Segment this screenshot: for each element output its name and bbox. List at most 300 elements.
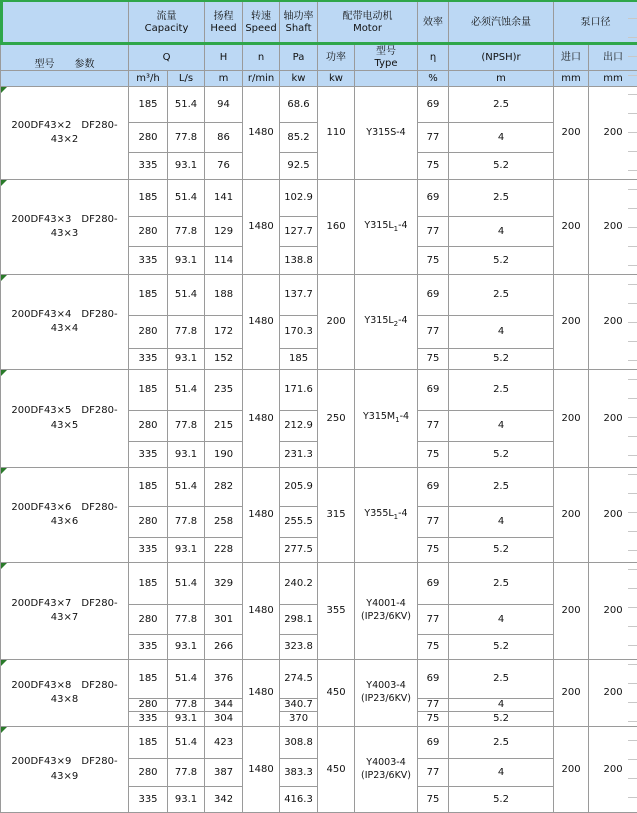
header-unit-eta: % bbox=[418, 71, 449, 87]
cell-flow-ls: 51.4 bbox=[168, 563, 205, 605]
selection-frame-left bbox=[0, 0, 3, 45]
cell-head: 190 bbox=[205, 442, 243, 468]
pump-model-primary: 200DF43×3 bbox=[11, 214, 71, 225]
cell-outlet: 200 bbox=[589, 87, 637, 180]
pump-model-alias-suffix: 43×9 bbox=[51, 771, 78, 782]
cell-efficiency: 77 bbox=[418, 759, 449, 787]
cell-shaft-power: 323.8 bbox=[280, 635, 318, 660]
gridline bbox=[628, 37, 637, 38]
cell-shaft-power: 416.3 bbox=[280, 787, 318, 813]
cell-npsh: 5.2 bbox=[449, 712, 554, 727]
cell-motor-type bbox=[355, 660, 418, 727]
cell-motor-type bbox=[355, 87, 418, 180]
pump-model-primary: 200DF43×2 bbox=[11, 120, 71, 131]
cell-npsh: 4 bbox=[449, 507, 554, 538]
cell-flow-ls: 93.1 bbox=[168, 635, 205, 660]
header-unit-q2: L/s bbox=[168, 71, 205, 87]
cell-npsh: 4 bbox=[449, 316, 554, 349]
cell-npsh: 4 bbox=[449, 411, 554, 442]
pump-model-primary: 200DF43×7 bbox=[11, 598, 71, 609]
cell-shaft-power: 298.1 bbox=[280, 605, 318, 635]
header-outlet: 出口 bbox=[589, 45, 637, 71]
cell-shaft-power: 138.8 bbox=[280, 247, 318, 275]
cell-npsh: 2.5 bbox=[449, 727, 554, 759]
cell-efficiency: 77 bbox=[418, 507, 449, 538]
cell-head: 129 bbox=[205, 217, 243, 247]
gridline bbox=[628, 702, 637, 703]
cell-motor-power: 450 bbox=[318, 660, 355, 727]
gridline bbox=[628, 113, 637, 114]
cell-flow-ls: 77.8 bbox=[168, 217, 205, 247]
cell-flow-ls: 51.4 bbox=[168, 727, 205, 759]
cell-efficiency: 77 bbox=[418, 605, 449, 635]
cell-flow-m3h: 335 bbox=[129, 538, 168, 563]
pump-model-alias-suffix: 43×2 bbox=[51, 134, 78, 145]
pump-model bbox=[1, 180, 129, 275]
cell-shaft-power: 92.5 bbox=[280, 153, 318, 180]
motor-type-rating: (IP23/6KV) bbox=[361, 693, 411, 704]
gridline bbox=[628, 246, 637, 247]
cell-flow-m3h: 185 bbox=[129, 275, 168, 316]
gridline bbox=[628, 189, 637, 190]
gridline bbox=[628, 436, 637, 437]
gridline bbox=[628, 474, 637, 475]
gridline bbox=[628, 360, 637, 361]
header-motor-cn: 配带电动机 bbox=[318, 11, 417, 23]
motor-type-suffix: -4 bbox=[400, 411, 409, 422]
cell-shaft-power: 255.5 bbox=[280, 507, 318, 538]
motor-type-rating: (IP23/6KV) bbox=[361, 611, 411, 622]
header-shaft-cn: 轴功率 bbox=[280, 11, 317, 23]
cell-head: 376 bbox=[205, 660, 243, 699]
cell-efficiency: 77 bbox=[418, 411, 449, 442]
cell-speed: 1480 bbox=[243, 370, 280, 468]
header-motor-en: Motor bbox=[318, 23, 417, 35]
cell-inlet: 200 bbox=[554, 727, 589, 813]
pump-model bbox=[1, 275, 129, 370]
cell-npsh: 5.2 bbox=[449, 635, 554, 660]
cell-shaft-power: 340.7 bbox=[280, 699, 318, 712]
cell-motor-power: 450 bbox=[318, 727, 355, 813]
cell-inlet: 200 bbox=[554, 468, 589, 563]
cell-motor-type bbox=[355, 563, 418, 660]
cell-flow-ls: 77.8 bbox=[168, 605, 205, 635]
pump-model bbox=[1, 563, 129, 660]
cell-npsh: 2.5 bbox=[449, 87, 554, 123]
cell-flow-m3h: 280 bbox=[129, 316, 168, 349]
cell-outlet: 200 bbox=[589, 727, 637, 813]
cell-inlet: 200 bbox=[554, 563, 589, 660]
header-unit-out: mm bbox=[589, 71, 637, 87]
gridline bbox=[628, 170, 637, 171]
cell-flow-ls: 51.4 bbox=[168, 87, 205, 123]
cell-head: 304 bbox=[205, 712, 243, 727]
pump-model-primary: 200DF43×9 bbox=[11, 756, 71, 767]
cell-flow-m3h: 280 bbox=[129, 699, 168, 712]
cell-shaft-power: 277.5 bbox=[280, 538, 318, 563]
header-symbol-eta: η bbox=[418, 45, 449, 71]
header-head-en: Heed bbox=[205, 23, 242, 35]
cell-flow-m3h: 185 bbox=[129, 660, 168, 699]
motor-type-main: Y4003-4 bbox=[366, 680, 405, 691]
cell-head: 172 bbox=[205, 316, 243, 349]
cell-flow-m3h: 185 bbox=[129, 727, 168, 759]
cell-head: 76 bbox=[205, 153, 243, 180]
gridline bbox=[628, 208, 637, 209]
cell-motor-power: 250 bbox=[318, 370, 355, 468]
cell-inlet: 200 bbox=[554, 180, 589, 275]
pump-model-alias-suffix: 43×3 bbox=[51, 228, 78, 239]
gridline bbox=[628, 265, 637, 266]
cell-shaft-power: 127.7 bbox=[280, 217, 318, 247]
gridline bbox=[628, 588, 637, 589]
cell-shaft-power: 205.9 bbox=[280, 468, 318, 507]
gridline bbox=[628, 569, 637, 570]
cell-speed: 1480 bbox=[243, 660, 280, 727]
table-row bbox=[1, 727, 637, 759]
header-speed-cn: 转速 bbox=[243, 11, 279, 23]
gridline bbox=[628, 626, 637, 627]
header-symbol-pa: Pa bbox=[280, 45, 318, 71]
cell-shaft-power: 274.5 bbox=[280, 660, 318, 699]
header-npsh-cn: 必须汽蚀余量 bbox=[471, 17, 531, 28]
motor-type-main: Y4003-4 bbox=[366, 757, 405, 768]
cell-efficiency: 75 bbox=[418, 538, 449, 563]
header-capacity-cn: 流量 bbox=[129, 11, 204, 23]
pump-model-alias: DF280- bbox=[81, 405, 117, 416]
cell-flow-ls: 51.4 bbox=[168, 660, 205, 699]
cell-flow-ls: 77.8 bbox=[168, 759, 205, 787]
cell-head: 423 bbox=[205, 727, 243, 759]
header-motor-type bbox=[355, 45, 418, 71]
cell-outlet: 200 bbox=[589, 370, 637, 468]
cell-flow-m3h: 185 bbox=[129, 180, 168, 217]
header-unit-type-blank bbox=[355, 71, 418, 87]
header-param-model bbox=[1, 1, 129, 71]
cell-inlet: 200 bbox=[554, 660, 589, 727]
cell-head: 86 bbox=[205, 123, 243, 153]
header-inlet: 进口 bbox=[554, 45, 589, 71]
cell-flow-ls: 93.1 bbox=[168, 787, 205, 813]
pump-model-alias-suffix: 43×5 bbox=[51, 420, 78, 431]
cell-head: 235 bbox=[205, 370, 243, 411]
pump-model bbox=[1, 660, 129, 727]
cell-shaft-power: 102.9 bbox=[280, 180, 318, 217]
cell-flow-m3h: 335 bbox=[129, 153, 168, 180]
cell-head: 94 bbox=[205, 87, 243, 123]
cell-shaft-power: 68.6 bbox=[280, 87, 318, 123]
cell-flow-ls: 93.1 bbox=[168, 712, 205, 727]
cell-efficiency: 77 bbox=[418, 123, 449, 153]
gridline bbox=[628, 151, 637, 152]
motor-type-suffix: -4 bbox=[398, 315, 407, 326]
header-unit-pa: kw bbox=[280, 71, 318, 87]
cell-motor-type bbox=[355, 275, 418, 370]
table-row bbox=[1, 563, 637, 605]
gridline bbox=[628, 303, 637, 304]
motor-type-main: Y315L bbox=[364, 220, 393, 231]
cell-efficiency: 69 bbox=[418, 468, 449, 507]
cell-motor-type bbox=[355, 727, 418, 813]
cell-npsh: 2.5 bbox=[449, 660, 554, 699]
motor-type-rating: (IP23/6KV) bbox=[361, 770, 411, 781]
header-capacity bbox=[129, 1, 205, 45]
cell-npsh: 5.2 bbox=[449, 442, 554, 468]
cell-efficiency: 77 bbox=[418, 699, 449, 712]
gridline bbox=[628, 759, 637, 760]
cell-flow-m3h: 185 bbox=[129, 563, 168, 605]
cell-outlet: 200 bbox=[589, 180, 637, 275]
header-speed-en: Speed bbox=[243, 23, 279, 35]
gridline bbox=[628, 75, 637, 76]
cell-efficiency: 75 bbox=[418, 787, 449, 813]
cell-head: 329 bbox=[205, 563, 243, 605]
cell-shaft-power: 231.3 bbox=[280, 442, 318, 468]
motor-type-subscript: 2 bbox=[394, 320, 398, 328]
pump-model-alias-suffix: 43×6 bbox=[51, 516, 78, 527]
selection-frame-bottom bbox=[0, 42, 637, 45]
cell-efficiency: 77 bbox=[418, 316, 449, 349]
cell-efficiency: 75 bbox=[418, 442, 449, 468]
header-diameter bbox=[554, 1, 637, 45]
cell-npsh: 5.2 bbox=[449, 787, 554, 813]
cell-motor-type bbox=[355, 370, 418, 468]
gridline bbox=[628, 740, 637, 741]
cell-efficiency: 69 bbox=[418, 727, 449, 759]
cell-flow-m3h: 335 bbox=[129, 635, 168, 660]
cell-npsh: 4 bbox=[449, 699, 554, 712]
motor-type-subscript: 1 bbox=[394, 513, 398, 521]
header-capacity-en: Capacity bbox=[129, 23, 204, 35]
cell-head: 258 bbox=[205, 507, 243, 538]
header-efficiency bbox=[418, 1, 449, 45]
pump-model-primary: 200DF43×6 bbox=[11, 502, 71, 513]
cell-head: 228 bbox=[205, 538, 243, 563]
header-unit-q1: m³/h bbox=[129, 71, 168, 87]
motor-type-main: Y4001-4 bbox=[366, 598, 405, 609]
cell-flow-m3h: 185 bbox=[129, 468, 168, 507]
cell-motor-power: 160 bbox=[318, 180, 355, 275]
header-head bbox=[205, 1, 243, 45]
cell-head: 141 bbox=[205, 180, 243, 217]
cell-flow-ls: 77.8 bbox=[168, 411, 205, 442]
pump-model-alias-suffix: 43×4 bbox=[51, 323, 78, 334]
header-unit-n: r/min bbox=[243, 71, 280, 87]
cell-head: 215 bbox=[205, 411, 243, 442]
cell-npsh: 2.5 bbox=[449, 370, 554, 411]
gridline bbox=[628, 512, 637, 513]
motor-type-main: Y355L bbox=[364, 508, 393, 519]
cell-speed: 1480 bbox=[243, 727, 280, 813]
cell-outlet: 200 bbox=[589, 660, 637, 727]
header-shaft bbox=[280, 1, 318, 45]
pump-model bbox=[1, 468, 129, 563]
gridline bbox=[628, 379, 637, 380]
cell-motor-power: 200 bbox=[318, 275, 355, 370]
pump-model-primary: 200DF43×8 bbox=[11, 680, 71, 691]
cell-motor-power: 315 bbox=[318, 468, 355, 563]
cell-flow-ls: 93.1 bbox=[168, 442, 205, 468]
cell-outlet: 200 bbox=[589, 563, 637, 660]
cell-flow-m3h: 335 bbox=[129, 787, 168, 813]
pump-model-alias: DF280- bbox=[81, 120, 117, 131]
pump-model-alias: DF280- bbox=[81, 214, 117, 225]
cell-shaft-power: 185 bbox=[280, 349, 318, 370]
cell-flow-ls: 93.1 bbox=[168, 538, 205, 563]
cell-speed: 1480 bbox=[243, 275, 280, 370]
cell-shaft-power: 212.9 bbox=[280, 411, 318, 442]
pump-model-alias: DF280- bbox=[81, 756, 117, 767]
cell-flow-ls: 77.8 bbox=[168, 507, 205, 538]
motor-type-main: Y315M bbox=[363, 411, 395, 422]
cell-flow-ls: 51.4 bbox=[168, 275, 205, 316]
cell-flow-m3h: 280 bbox=[129, 605, 168, 635]
header-symbol-h: H bbox=[205, 45, 243, 71]
cell-inlet: 200 bbox=[554, 87, 589, 180]
gridline bbox=[628, 778, 637, 779]
cell-head: 114 bbox=[205, 247, 243, 275]
cell-shaft-power: 308.8 bbox=[280, 727, 318, 759]
gridline bbox=[628, 322, 637, 323]
cell-shaft-power: 85.2 bbox=[280, 123, 318, 153]
cell-head: 301 bbox=[205, 605, 243, 635]
cell-flow-m3h: 280 bbox=[129, 411, 168, 442]
header-model-label: 型号 bbox=[35, 59, 55, 70]
cell-shaft-power: 171.6 bbox=[280, 370, 318, 411]
cell-shaft-power: 137.7 bbox=[280, 275, 318, 316]
pump-model-alias-suffix: 43×7 bbox=[51, 612, 78, 623]
gridline bbox=[628, 56, 637, 57]
cell-shaft-power: 370 bbox=[280, 712, 318, 727]
cell-efficiency: 75 bbox=[418, 349, 449, 370]
gridline bbox=[628, 455, 637, 456]
cell-flow-ls: 51.4 bbox=[168, 370, 205, 411]
cell-efficiency: 75 bbox=[418, 712, 449, 727]
cell-npsh: 5.2 bbox=[449, 349, 554, 370]
adjacent-sheet-gridlines bbox=[628, 0, 637, 802]
table-row bbox=[1, 87, 637, 123]
gridline bbox=[628, 797, 637, 798]
cell-efficiency: 75 bbox=[418, 153, 449, 180]
header-symbol-q: Q bbox=[129, 45, 205, 71]
cell-flow-m3h: 280 bbox=[129, 507, 168, 538]
pump-model-primary: 200DF43×5 bbox=[11, 405, 71, 416]
motor-type-suffix: -4 bbox=[398, 220, 407, 231]
header-npsh bbox=[449, 1, 554, 45]
header-unit-h: m bbox=[205, 71, 243, 87]
table-row bbox=[1, 180, 637, 217]
pump-model-alias: DF280- bbox=[81, 598, 117, 609]
cell-head: 152 bbox=[205, 349, 243, 370]
cell-outlet: 200 bbox=[589, 275, 637, 370]
cell-efficiency: 75 bbox=[418, 247, 449, 275]
cell-efficiency: 69 bbox=[418, 563, 449, 605]
cell-npsh: 2.5 bbox=[449, 563, 554, 605]
cell-speed: 1480 bbox=[243, 468, 280, 563]
cell-flow-m3h: 185 bbox=[129, 370, 168, 411]
cell-flow-m3h: 335 bbox=[129, 442, 168, 468]
cell-npsh: 2.5 bbox=[449, 180, 554, 217]
cell-npsh: 4 bbox=[449, 123, 554, 153]
gridline bbox=[628, 94, 637, 95]
cell-npsh: 5.2 bbox=[449, 153, 554, 180]
gridline bbox=[628, 227, 637, 228]
gridline bbox=[628, 607, 637, 608]
selection-frame-top bbox=[0, 0, 637, 2]
motor-type-suffix: -4 bbox=[398, 508, 407, 519]
header-eff-cn: 效率 bbox=[423, 17, 443, 28]
cell-npsh: 4 bbox=[449, 759, 554, 787]
header-unit-power: kw bbox=[318, 71, 355, 87]
gridline bbox=[628, 398, 637, 399]
cell-shaft-power: 240.2 bbox=[280, 563, 318, 605]
header-param-label: 参数 bbox=[75, 59, 95, 70]
cell-flow-m3h: 185 bbox=[129, 87, 168, 123]
table-row bbox=[1, 275, 637, 316]
cell-speed: 1480 bbox=[243, 563, 280, 660]
pump-model-primary: 200DF43×4 bbox=[11, 309, 71, 320]
motor-type-subscript: 1 bbox=[395, 416, 399, 424]
motor-type-main: Y315S-4 bbox=[366, 127, 405, 138]
pump-model-alias: DF280- bbox=[81, 309, 117, 320]
gridline bbox=[628, 531, 637, 532]
cell-flow-ls: 77.8 bbox=[168, 123, 205, 153]
cell-flow-m3h: 335 bbox=[129, 349, 168, 370]
cell-flow-m3h: 335 bbox=[129, 712, 168, 727]
header-diameter-cn: 泵口径 bbox=[581, 17, 611, 28]
cell-motor-type bbox=[355, 468, 418, 563]
cell-flow-ls: 93.1 bbox=[168, 153, 205, 180]
cell-flow-ls: 51.4 bbox=[168, 180, 205, 217]
cell-motor-type bbox=[355, 180, 418, 275]
cell-flow-ls: 93.1 bbox=[168, 247, 205, 275]
gridline bbox=[628, 721, 637, 722]
header-motor bbox=[318, 1, 418, 45]
gridline bbox=[628, 341, 637, 342]
cell-flow-ls: 93.1 bbox=[168, 349, 205, 370]
pump-model-alias: DF280- bbox=[81, 502, 117, 513]
cell-head: 342 bbox=[205, 787, 243, 813]
cell-efficiency: 69 bbox=[418, 370, 449, 411]
header-motor-type-cn: 型号 bbox=[355, 46, 417, 58]
cell-npsh: 5.2 bbox=[449, 538, 554, 563]
cell-efficiency: 77 bbox=[418, 217, 449, 247]
cell-efficiency: 69 bbox=[418, 180, 449, 217]
cell-head: 282 bbox=[205, 468, 243, 507]
pump-model-alias: DF280- bbox=[81, 680, 117, 691]
cell-flow-ls: 77.8 bbox=[168, 316, 205, 349]
header-power: 功率 bbox=[318, 45, 355, 71]
gridline bbox=[628, 284, 637, 285]
gridline bbox=[628, 550, 637, 551]
cell-inlet: 200 bbox=[554, 370, 589, 468]
cell-npsh: 5.2 bbox=[449, 247, 554, 275]
table-row bbox=[1, 468, 637, 507]
gridline bbox=[628, 132, 637, 133]
header-shaft-en: Shaft bbox=[280, 23, 317, 35]
cell-flow-ls: 77.8 bbox=[168, 699, 205, 712]
pump-model bbox=[1, 727, 129, 813]
pump-model-alias-suffix: 43×8 bbox=[51, 694, 78, 705]
cell-head: 266 bbox=[205, 635, 243, 660]
cell-efficiency: 69 bbox=[418, 275, 449, 316]
header-unit-in: mm bbox=[554, 71, 589, 87]
cell-shaft-power: 170.3 bbox=[280, 316, 318, 349]
cell-flow-m3h: 280 bbox=[129, 123, 168, 153]
header-motor-type-en: Type bbox=[355, 58, 417, 70]
cell-flow-m3h: 280 bbox=[129, 217, 168, 247]
cell-motor-power: 355 bbox=[318, 563, 355, 660]
